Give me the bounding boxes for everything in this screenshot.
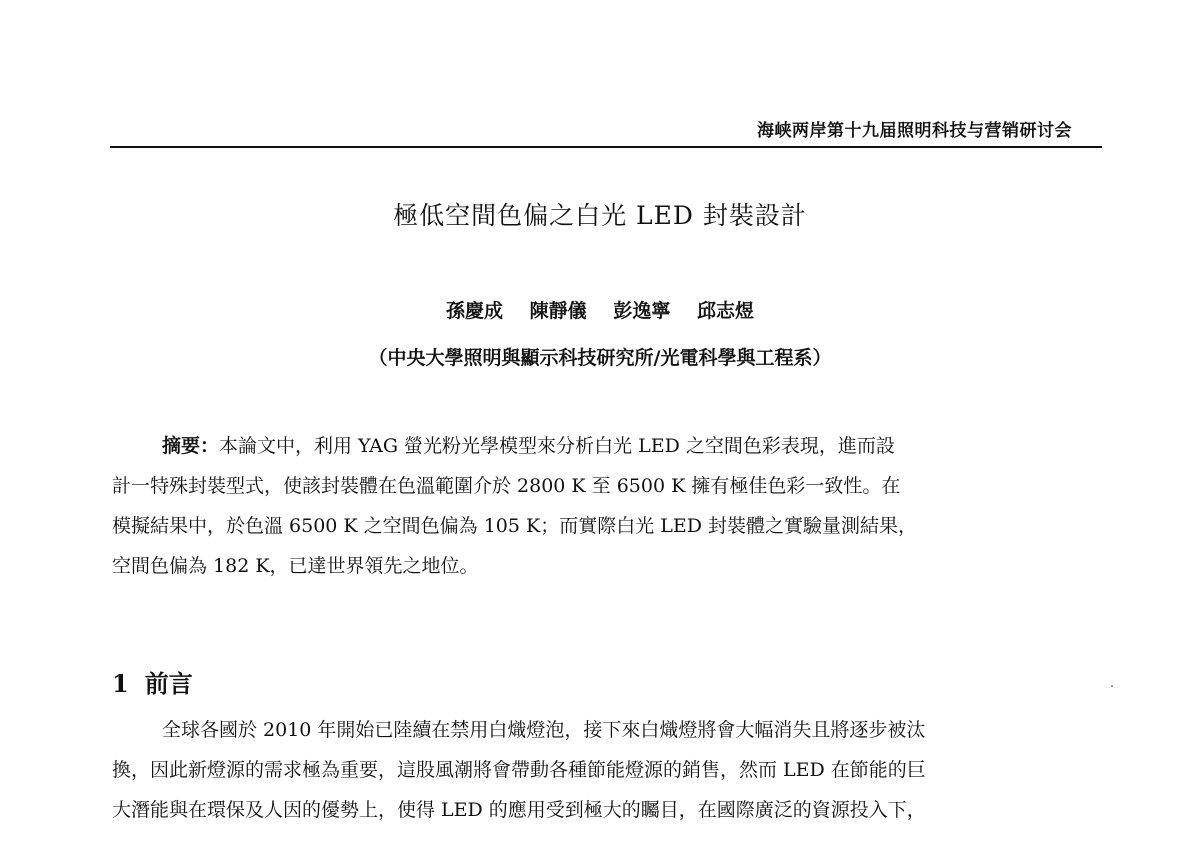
abstract-line: 空間色偏為 182 K，已達世界領先之地位。 — [112, 555, 479, 577]
paper-title: 極低空間色偏之白光 LED 封裝設計 — [393, 201, 807, 230]
abstract-line — [112, 426, 1104, 466]
intro-line: 大潛能與在環保及人因的優勢上，使得 LED 的應用受到極大的矚目，在國際廣泛的資源投入下， — [112, 799, 926, 821]
section-number: 1 — [112, 669, 129, 698]
affiliation: （中央大學照明與顯示科技研究所/光電科學與工程系） — [368, 347, 832, 369]
conference-header: 海峡两岸第十九届照明科技与营销研讨会 — [757, 121, 1072, 141]
abstract-line: 計一特殊封裝型式，使該封裝體在色溫範圍介於 2800 K 至 6500 K 擁有極佳色彩一致性。在 — [112, 475, 901, 497]
author-name: 邱志煜 — [696, 300, 754, 322]
author-name: 彭逸寧 — [613, 300, 671, 322]
intro-paragraph — [112, 710, 1104, 830]
header-rule — [110, 146, 1102, 148]
section-title: 前言 — [144, 669, 193, 698]
scan-speck — [1111, 685, 1113, 687]
intro-line: 換，因此新燈源的需求極為重要，這股風潮將會帶動各種節能燈源的銷售，然而 LED 在節能的巨 — [112, 759, 926, 781]
section-heading — [112, 664, 193, 699]
abstract-label: 摘要： — [162, 435, 220, 457]
author-name: 陳靜儀 — [529, 300, 587, 322]
author-name: 孫慶成 — [446, 300, 504, 322]
intro-line: 全球各國於 2010 年開始已陸續在禁用白熾燈泡，接下來白熾燈將會大幅消失且將逐步被汰 — [162, 719, 926, 741]
abstract-line: 模擬結果中，於色溫 6500 K 之空間色偏為 105 K；而實際白光 LED 封裝體之實驗量測結果， — [112, 515, 918, 537]
abstract — [112, 426, 1104, 586]
abstract-text: 本論文中，利用 YAG 螢光粉光學模型來分析白光 LED 之空間色彩表現，進而設 — [219, 435, 895, 457]
author-list — [0, 296, 1200, 323]
